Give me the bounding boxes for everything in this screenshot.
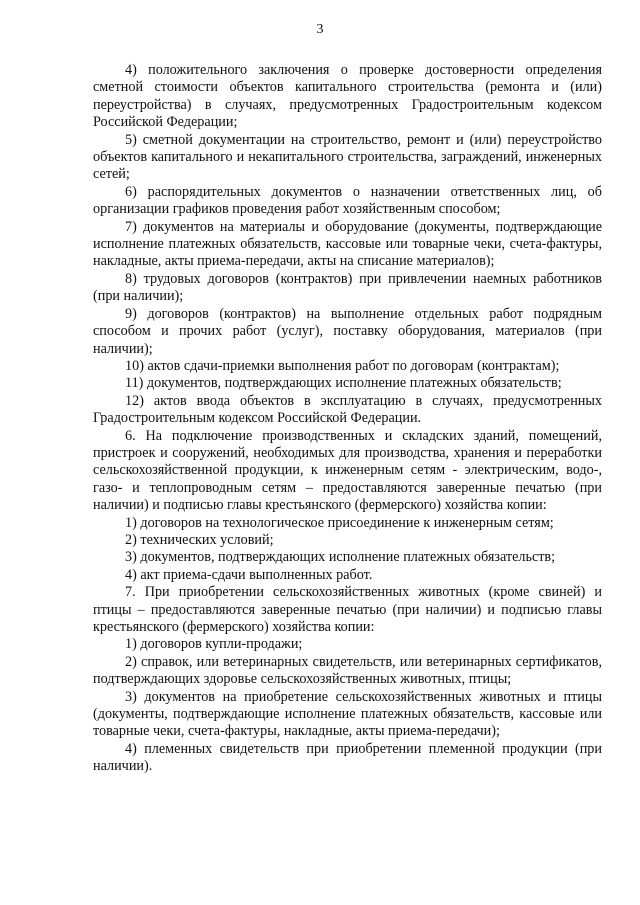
paragraph: 8) трудовых договоров (контрактов) при привлечении наемных работников (при наличии); bbox=[93, 270, 602, 305]
paragraph: 7. При приобретении сельскохозяйственных животных (кроме свиней) и птицы – предоставляются заверенные печатью (при наличии) и подписью главы крестьянского (фермерского) хозяйства копии: bbox=[93, 584, 602, 635]
paragraph: 2) справок, или ветеринарных свидетельств, или ветеринарных сертификатов, подтверждающих здоровье сельскохозяйственных животных, птицы; bbox=[93, 653, 602, 688]
paragraph: 6. На подключение производственных и складских зданий, помещений, пристроек и сооружений, необходимых для производства, хранения и переработки сельскохозяйственной продукции, к инженерным сетям - электрическим, водо-, газо- и теплопроводным сетям – предоставляются заверенные печатью (при наличии) и подписью главы крестьянского (фермерского) хозяйства копии: bbox=[93, 427, 602, 514]
paragraph: 4) племенных свидетельств при приобретении племенной продукции (при наличии). bbox=[93, 740, 602, 775]
paragraph: 6) распорядительных документов о назначении ответственных лиц, об организации графиков проведения работ хозяйственным способом; bbox=[93, 183, 602, 218]
paragraph: 2) технических условий; bbox=[125, 531, 274, 548]
document-body bbox=[93, 62, 602, 776]
paragraph: 3) документов, подтверждающих исполнение платежных обязательств; bbox=[125, 549, 556, 566]
paragraph: 5) сметной документации на строительство, ремонт и (или) переустройство объектов капитального и некапитального строительства, заграждений, инженерных сетей; bbox=[93, 131, 602, 183]
paragraph: 10) актов сдачи-приемки выполнения работ по договорам (контрактам); bbox=[125, 357, 560, 374]
page-number: 3 bbox=[316, 22, 324, 37]
paragraph: 1) договоров на технологическое присоединение к инженерным сетям; bbox=[125, 514, 554, 531]
paragraph: 12) актов ввода объектов в эксплуатацию в случаях, предусмотренных Градостроительным кодексом Российской Федерации. bbox=[93, 392, 602, 427]
paragraph: 7) документов на материалы и оборудование (документы, подтверждающие исполнение платежных обязательств, кассовые или товарные чеки, счета-фактуры, накладные, акты приема-передачи, акты на списание материалов); bbox=[93, 218, 602, 270]
paragraph: 3) документов на приобретение сельскохозяйственных животных и птицы (документы, подтверждающие исполнение платежных обязательств, кассовые или товарные чеки, счета-фактуры, накладные, акты приема-передачи); bbox=[93, 688, 602, 740]
paragraph: 4) положительного заключения о проверке достоверности определения сметной стоимости объектов капитального строительства (ремонта и (или) переустройства) в случаях, предусмотренных Градостроительным кодексом Российской Федерации; bbox=[93, 62, 602, 131]
paragraph: 4) акт приема-сдачи выполненных работ. bbox=[125, 566, 373, 583]
paragraph: 11) документов, подтверждающих исполнение платежных обязательств; bbox=[125, 375, 562, 392]
paragraph: 9) договоров (контрактов) на выполнение отдельных работ подрядным способом и прочих работ (услуг), поставку оборудования, материалов (при наличии); bbox=[93, 305, 602, 357]
paragraph: 1) договоров купли-продажи; bbox=[125, 636, 303, 653]
